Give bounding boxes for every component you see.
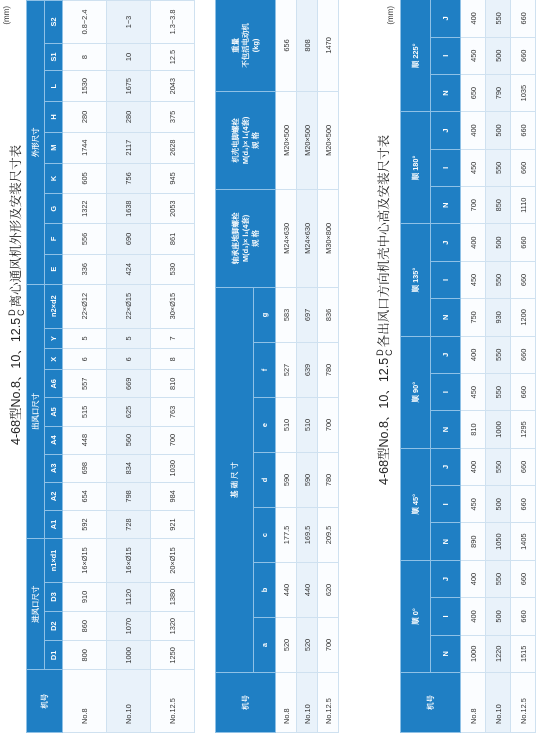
table-cell: 660 xyxy=(511,373,536,410)
table-cell: 400 xyxy=(461,598,486,635)
table-cell: 910 xyxy=(63,582,107,611)
table1-title-sub: C xyxy=(15,309,26,316)
table-cell: 6 xyxy=(107,349,151,370)
table-cell: 20×Ø15 xyxy=(151,539,195,583)
t2-col-header: f xyxy=(254,343,276,398)
t3-col-header: I xyxy=(431,373,461,410)
t1-col-header: A3 xyxy=(45,454,63,482)
t1-col-header: K xyxy=(45,163,63,193)
table-cell: 800 xyxy=(63,641,107,670)
table-cell: 500 xyxy=(486,112,511,149)
table-cell: 450 xyxy=(461,486,486,523)
t1-col-header: Y xyxy=(45,328,63,349)
row-model: No.8 xyxy=(63,670,107,733)
table-cell: 8 xyxy=(63,43,107,70)
table-row xyxy=(276,0,297,733)
table-cell: 690 xyxy=(107,224,151,254)
table-cell: 450 xyxy=(461,149,486,186)
table-cell: 450 xyxy=(461,261,486,298)
table-cell: 424 xyxy=(107,254,151,284)
table-cell: 660 xyxy=(511,224,536,261)
t3-group-header: 顺 225° xyxy=(401,0,431,112)
t1-col-header: F xyxy=(45,224,63,254)
table-cell: 650 xyxy=(461,74,486,111)
table-cell: 12.5 xyxy=(151,43,195,70)
table-cell: 560 xyxy=(107,426,151,454)
t3-group-header: 顺 45° xyxy=(401,448,431,560)
table-cell: 810 xyxy=(151,370,195,398)
foundation-dimensions-table xyxy=(215,0,339,733)
row-model: No.8 xyxy=(461,673,486,733)
table-cell: 1000 xyxy=(107,641,151,670)
outlet-direction-section xyxy=(358,0,538,733)
table-cell: 1470 xyxy=(318,0,339,91)
table-cell: 22×Ø12 xyxy=(63,284,107,328)
table-cell: 530 xyxy=(151,254,195,284)
t1-col-header: M xyxy=(45,132,63,163)
table-cell: 209.5 xyxy=(318,508,339,563)
t1-col-header: A1 xyxy=(45,510,63,538)
table-cell: 660 xyxy=(511,261,536,298)
row-model: No.10 xyxy=(107,670,151,733)
row-model: No.12.5 xyxy=(511,673,536,733)
table-cell: 1638 xyxy=(107,194,151,224)
table-row xyxy=(318,0,339,733)
table-cell: M20×500 xyxy=(318,91,339,189)
t1-col-header: G xyxy=(45,194,63,224)
row-model: No.12.5 xyxy=(151,670,195,733)
table-cell: 550 xyxy=(486,448,511,485)
col-header-jihao-3: 机号 xyxy=(401,673,461,733)
table-cell: 550 xyxy=(486,560,511,597)
table-cell: 400 xyxy=(461,0,486,37)
table3-title-sup: D xyxy=(374,349,385,356)
table-cell: 590 xyxy=(297,453,318,508)
t3-col-header: N xyxy=(431,635,461,672)
col-header-bearing-bolt: 轴承座地脚螺栓 M(d₃)× l₃(4套) 规 格 xyxy=(216,189,276,287)
t1-col-header: S1 xyxy=(45,43,63,70)
table-cell: 500 xyxy=(486,486,511,523)
table-cell: 400 xyxy=(461,112,486,149)
table-cell: 1380 xyxy=(151,582,195,611)
table-cell: 2043 xyxy=(151,71,195,102)
table-cell: 557 xyxy=(63,370,107,398)
t1-col-header: L xyxy=(45,71,63,102)
row-model: No.10 xyxy=(297,673,318,733)
table-cell: 10 xyxy=(107,43,151,70)
t3-col-header: J xyxy=(431,448,461,485)
col-header-jihao-2: 机号 xyxy=(216,673,276,733)
table-cell: 550 xyxy=(486,0,511,37)
table1-title xyxy=(6,145,26,445)
table-cell: 639 xyxy=(297,343,318,398)
table-row xyxy=(461,0,486,733)
table-cell: 700 xyxy=(318,618,339,673)
table-cell: 583 xyxy=(276,287,297,342)
t2-col-header: g xyxy=(254,287,276,342)
t3-col-header: N xyxy=(431,187,461,224)
table-cell: 660 xyxy=(511,560,536,597)
table-cell: 810 xyxy=(461,411,486,448)
table-cell: 660 xyxy=(511,149,536,186)
table-cell: 697 xyxy=(297,287,318,342)
t3-col-header: I xyxy=(431,261,461,298)
table-cell: 400 xyxy=(461,224,486,261)
table-cell: 1322 xyxy=(63,194,107,224)
table-cell: 890 xyxy=(461,523,486,560)
table-cell: M24×630 xyxy=(297,189,318,287)
table-cell: 280 xyxy=(107,102,151,132)
table-cell: 5 xyxy=(63,328,107,349)
table-cell: M20×500 xyxy=(276,91,297,189)
t3-col-header: I xyxy=(431,37,461,74)
table-cell: 590 xyxy=(276,453,297,508)
t1-col-header: A4 xyxy=(45,426,63,454)
table1-title-model: 4-68型No.8、10、12.5 xyxy=(9,317,23,445)
table-cell: 30×Ø15 xyxy=(151,284,195,328)
table-cell: 22×Ø15 xyxy=(107,284,151,328)
t3-col-header: J xyxy=(431,336,461,373)
table-cell: 400 xyxy=(461,560,486,597)
table1-title-text: 离心通风机外形及安装尺寸表 xyxy=(9,144,23,308)
table-row xyxy=(511,0,536,733)
group-header-inlet: 进风口尺寸 xyxy=(27,539,45,670)
table-cell: 660 xyxy=(511,336,536,373)
outlet-direction-table xyxy=(400,0,536,733)
t3-col-header: N xyxy=(431,523,461,560)
table-cell: 515 xyxy=(63,398,107,426)
t3-col-header: J xyxy=(431,560,461,597)
table-cell: 930 xyxy=(486,299,511,336)
table-cell: 1515 xyxy=(511,635,536,672)
table-cell: 780 xyxy=(318,453,339,508)
table-cell: 669 xyxy=(107,370,151,398)
t3-col-header: J xyxy=(431,224,461,261)
t1-col-header: D1 xyxy=(45,641,63,670)
t3-col-header: N xyxy=(431,411,461,448)
table-cell: 400 xyxy=(461,448,486,485)
outline-dimensions-table xyxy=(26,0,195,733)
table-cell: 1000 xyxy=(461,635,486,672)
t2-col-header: c xyxy=(254,508,276,563)
table-cell: 763 xyxy=(151,398,195,426)
t2-col-header: b xyxy=(254,563,276,618)
table-cell: 440 xyxy=(276,563,297,618)
table-cell: 336 xyxy=(63,254,107,284)
t3-col-header: J xyxy=(431,0,461,37)
table-cell: 660 xyxy=(511,37,536,74)
table-cell: 1070 xyxy=(107,612,151,641)
t2-col-header: d xyxy=(254,453,276,508)
table-row xyxy=(486,0,511,733)
t3-col-header: N xyxy=(431,299,461,336)
table-cell: 448 xyxy=(63,426,107,454)
table-cell: 1295 xyxy=(511,411,536,448)
table-cell: 280 xyxy=(63,102,107,132)
table-cell: 2117 xyxy=(107,132,151,163)
col-header-jihao: 机号 xyxy=(27,670,63,733)
t3-group-header: 顺 90° xyxy=(401,336,431,448)
table-cell: 850 xyxy=(486,187,511,224)
t3-col-header: J xyxy=(431,112,461,149)
table-cell: 1050 xyxy=(486,523,511,560)
table-cell: 0.8~2.4 xyxy=(63,1,107,44)
table-cell: 660 xyxy=(511,112,536,149)
table-cell: 5 xyxy=(107,328,151,349)
table-cell: 550 xyxy=(486,261,511,298)
row-model: No.12.5 xyxy=(318,673,339,733)
table-cell: 656 xyxy=(276,0,297,91)
table3-title xyxy=(374,135,394,485)
t1-col-header: H xyxy=(45,102,63,132)
table-cell: 1110 xyxy=(511,187,536,224)
table-cell: 860 xyxy=(63,612,107,641)
t1-col-header: S2 xyxy=(45,1,63,44)
t2-col-header: e xyxy=(254,398,276,453)
table-cell: 527 xyxy=(276,343,297,398)
table-cell: 1035 xyxy=(511,74,536,111)
col-header-weight: 重量 不包括电动机 (kg) xyxy=(216,0,276,91)
table-cell: 520 xyxy=(297,618,318,673)
group-header-outer: 外形尺寸 xyxy=(27,1,45,285)
table-cell: 790 xyxy=(486,74,511,111)
table-cell: 808 xyxy=(297,0,318,91)
table-cell: 1250 xyxy=(151,641,195,670)
table-cell: 510 xyxy=(276,398,297,453)
table-cell: 750 xyxy=(461,299,486,336)
unit-label-2: (mm) xyxy=(386,6,395,25)
t3-col-header: I xyxy=(431,149,461,186)
table-row xyxy=(63,1,107,733)
outline-dimensions-section xyxy=(0,0,210,733)
table-cell: 700 xyxy=(151,426,195,454)
table-cell: 592 xyxy=(63,510,107,538)
table-cell: 375 xyxy=(151,102,195,132)
table-cell: 550 xyxy=(486,149,511,186)
unit-label: (mm) xyxy=(2,6,11,25)
table-cell: 1200 xyxy=(511,299,536,336)
t1-col-header: X xyxy=(45,349,63,370)
table-cell: 660 xyxy=(511,0,536,37)
table-cell: 1675 xyxy=(107,71,151,102)
t1-col-header: E xyxy=(45,254,63,284)
table-cell: 1220 xyxy=(486,635,511,672)
table-cell: 7 xyxy=(151,328,195,349)
table-cell: 450 xyxy=(461,373,486,410)
table-cell: 550 xyxy=(486,373,511,410)
table-cell: 654 xyxy=(63,482,107,510)
table-cell: 450 xyxy=(461,37,486,74)
row-model: No.10 xyxy=(486,673,511,733)
table3-title-model: 4-68型No.8、10、12.5 xyxy=(377,357,391,485)
table-cell: 660 xyxy=(511,486,536,523)
table-cell: 169.5 xyxy=(297,508,318,563)
t1-col-header: A5 xyxy=(45,398,63,426)
table-cell: 660 xyxy=(511,598,536,635)
table-cell: 945 xyxy=(151,163,195,193)
table-cell: 861 xyxy=(151,224,195,254)
table-cell: 1030 xyxy=(151,454,195,482)
table-cell: 2053 xyxy=(151,194,195,224)
table-cell: 1744 xyxy=(63,132,107,163)
t3-col-header: I xyxy=(431,486,461,523)
table-cell: 440 xyxy=(297,563,318,618)
table-cell: 16×Ø15 xyxy=(63,539,107,583)
table-row xyxy=(297,0,318,733)
table-cell: 620 xyxy=(318,563,339,618)
table-cell: 1.3~3.8 xyxy=(151,1,195,44)
table-cell: 780 xyxy=(318,343,339,398)
table3-title-sub: C xyxy=(383,349,394,356)
t1-col-header: n1×d1 xyxy=(45,539,63,583)
table-cell: 728 xyxy=(107,510,151,538)
table-cell: 756 xyxy=(107,163,151,193)
t2-col-header: a xyxy=(254,618,276,673)
table-cell: 16×Ø15 xyxy=(107,539,151,583)
table3-title-text: 各出风口方向机壳中心高及安装尺寸表 xyxy=(377,134,391,348)
table-cell: 500 xyxy=(486,224,511,261)
t3-group-header: 顺 135° xyxy=(401,224,431,336)
table-cell: 625 xyxy=(107,398,151,426)
table-row xyxy=(151,1,195,733)
table-row xyxy=(107,1,151,733)
table-cell: M30×800 xyxy=(318,189,339,287)
table-cell: M24×630 xyxy=(276,189,297,287)
t1-col-header: D2 xyxy=(45,612,63,641)
t1-col-header: n2×d2 xyxy=(45,284,63,328)
table-cell: M20×500 xyxy=(297,91,318,189)
foundation-dimensions-section xyxy=(215,0,340,733)
table-cell: 500 xyxy=(486,598,511,635)
t3-col-header: N xyxy=(431,74,461,111)
table-cell: 1320 xyxy=(151,612,195,641)
table-cell: 836 xyxy=(318,287,339,342)
table-cell: 1120 xyxy=(107,582,151,611)
col-header-motor-bolt: 机壳电脚螺栓 M(d₄)× l₄(4套) 规 格 xyxy=(216,91,276,189)
table-cell: 556 xyxy=(63,224,107,254)
table-cell: 1000 xyxy=(486,411,511,448)
row-model: No.8 xyxy=(276,673,297,733)
table-cell: 510 xyxy=(297,398,318,453)
t1-col-header: A6 xyxy=(45,370,63,398)
table-cell: 2628 xyxy=(151,132,195,163)
table-cell: 660 xyxy=(511,448,536,485)
table-cell: 605 xyxy=(63,163,107,193)
table-cell: 177.5 xyxy=(276,508,297,563)
table-cell: 984 xyxy=(151,482,195,510)
table-cell: 500 xyxy=(486,37,511,74)
table-cell: 834 xyxy=(107,454,151,482)
t1-col-header: A2 xyxy=(45,482,63,510)
table-cell: 1530 xyxy=(63,71,107,102)
table-cell: 1~3 xyxy=(107,1,151,44)
table-cell: 550 xyxy=(486,336,511,373)
group-header-base: 基 础 尺 寸 xyxy=(216,287,254,672)
table-cell: 8 xyxy=(151,349,195,370)
t3-group-header: 顺 180° xyxy=(401,112,431,224)
t3-col-header: I xyxy=(431,598,461,635)
table-cell: 1405 xyxy=(511,523,536,560)
table-cell: 700 xyxy=(318,398,339,453)
t1-col-header: D3 xyxy=(45,582,63,611)
table-cell: 6 xyxy=(63,349,107,370)
table-cell: 700 xyxy=(461,187,486,224)
group-header-outlet: 出风口尺寸 xyxy=(27,284,45,538)
table-cell: 400 xyxy=(461,336,486,373)
table1-title-sup: D xyxy=(6,309,17,316)
table-cell: 520 xyxy=(276,618,297,673)
table-cell: 698 xyxy=(63,454,107,482)
table-cell: 921 xyxy=(151,510,195,538)
table-cell: 798 xyxy=(107,482,151,510)
t3-group-header: 顺 0° xyxy=(401,560,431,672)
